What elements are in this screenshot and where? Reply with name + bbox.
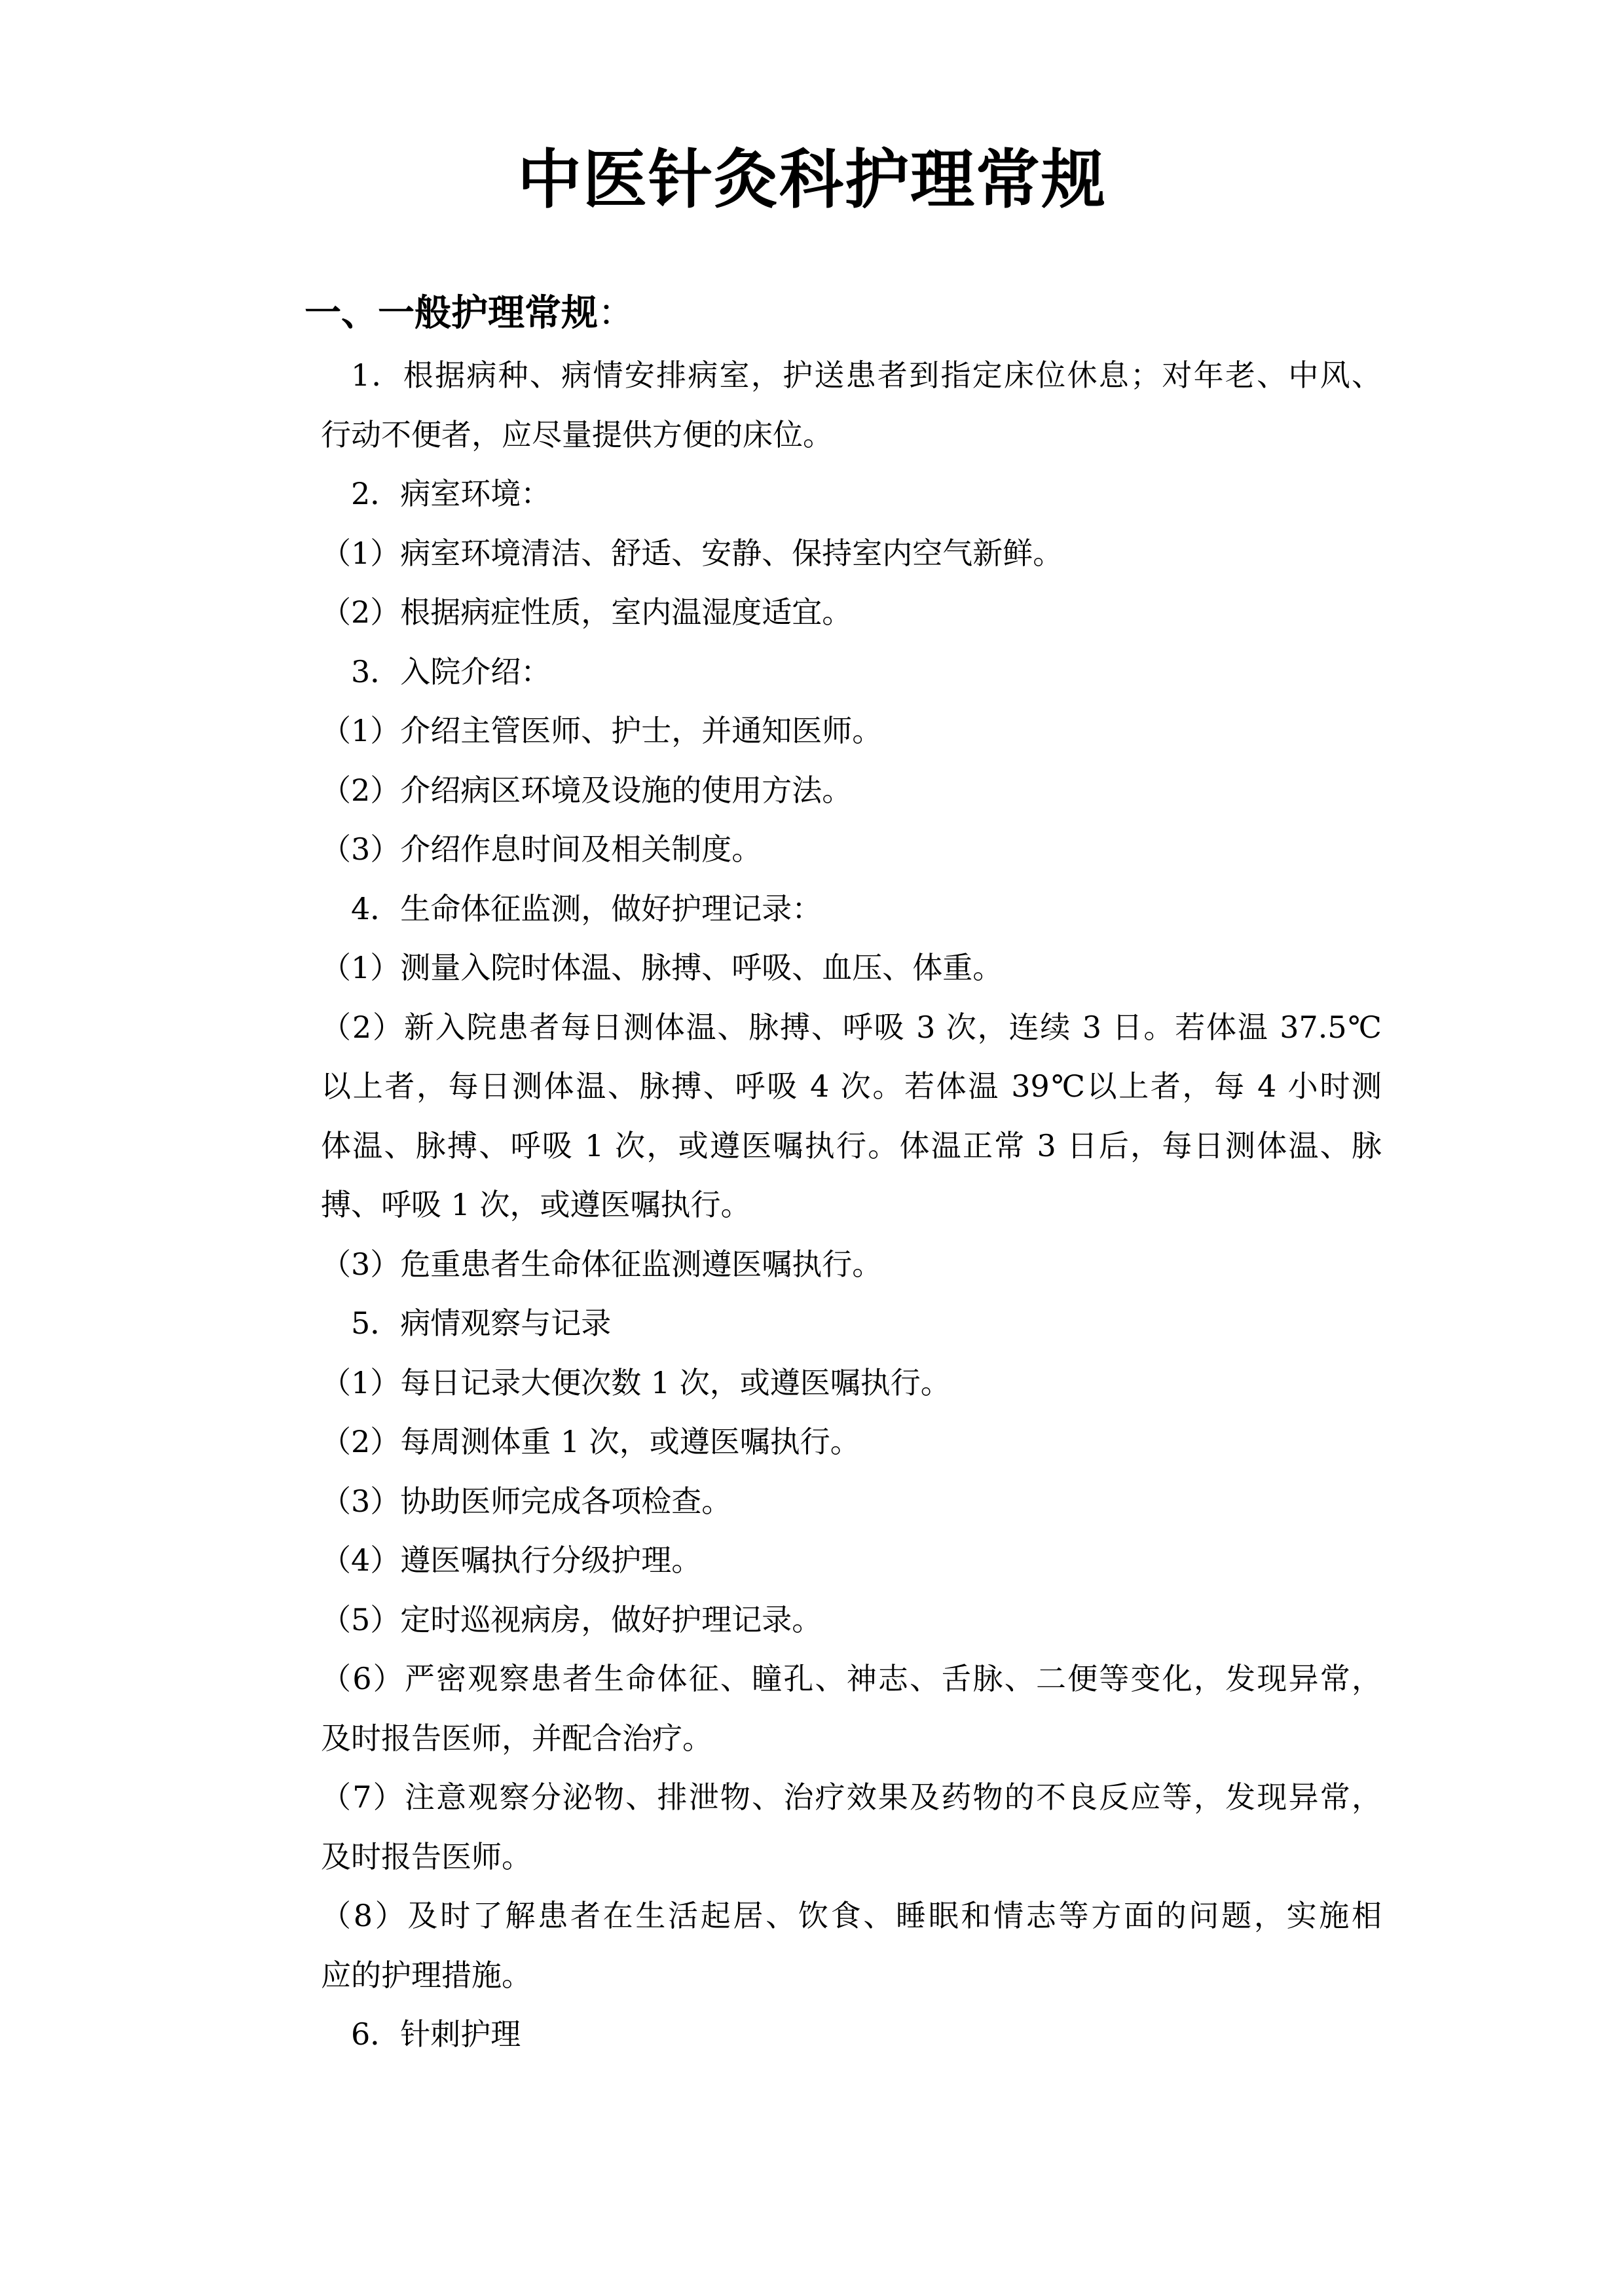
paragraph-line: （5）定时巡视病房，做好护理记录。	[321, 1601, 822, 1637]
paragraph-line: （1）病室环境清洁、舒适、安静、保持室内空气新鲜。	[321, 535, 1063, 571]
paragraph-line: （3）介绍作息时间及相关制度。	[321, 831, 762, 867]
page-title: 中医针灸科护理常规	[517, 142, 1107, 217]
paragraph-line: 及时报告医师，并配合治疗。	[321, 1720, 712, 1756]
paragraph-line: 5．病情观察与记录	[351, 1305, 612, 1341]
paragraph-line: 2．病室环境：	[351, 476, 551, 511]
paragraph-line: （3）危重患者生命体征监测遵医嘱执行。	[321, 1246, 883, 1282]
paragraph-line: （1）每日记录大便次数 1 次，或遵医嘱执行。	[321, 1364, 951, 1400]
paragraph-line: 及时报告医师。	[321, 1838, 532, 1874]
paragraph-line: （4）遵医嘱执行分级护理。	[321, 1542, 702, 1578]
paragraph-line: （2）每周测体重 1 次，或遵医嘱执行。	[321, 1424, 860, 1459]
paragraph-line: 行动不便者，应尽量提供方便的床位。	[321, 416, 833, 452]
paragraph-line: 4．生命体征监测，做好护理记录：	[351, 890, 822, 926]
paragraph-line: （3）协助医师完成各项检查。	[321, 1483, 732, 1519]
section-heading-colon: ：	[598, 292, 635, 335]
paragraph-line: 6．针刺护理	[351, 2016, 521, 2052]
paragraph-line: （7）注意观察分泌物、排泄物、治疗效果及药物的不良反应等，发现异常，	[321, 1779, 1382, 1815]
paragraph-line: 以上者，每日测体温、脉搏、呼吸 4 次。若体温 39℃以上者，每 4 小时测	[321, 1068, 1382, 1104]
section-heading-text: 一、一般护理常规	[304, 291, 598, 335]
paragraph-line: 体温、脉搏、呼吸 1 次，或遵医嘱执行。体温正常 3 日后，每日测体温、脉	[321, 1127, 1382, 1163]
paragraph-line: （8）及时了解患者在生活起居、饮食、睡眠和情志等方面的问题，实施相	[321, 1898, 1382, 1933]
paragraph-line: 1．根据病种、病情安排病室，护送患者到指定床位休息；对年老、中风、	[351, 357, 1382, 393]
paragraph-line: （2）根据病症性质，室内温湿度适宜。	[321, 594, 853, 630]
paragraph-line: （2）新入院患者每日测体温、脉搏、呼吸 3 次，连续 3 日。若体温 37.5℃	[321, 1009, 1382, 1045]
section-heading	[304, 287, 635, 340]
paragraph-line: 应的护理措施。	[321, 1957, 532, 1993]
paragraph-line: （1）介绍主管医师、护士，并通知医师。	[321, 713, 883, 748]
paragraph-line: （6）严密观察患者生命体征、瞳孔、神志、舌脉、二便等变化，发现异常，	[321, 1661, 1382, 1696]
paragraph-line: （2）介绍病区环境及设施的使用方法。	[321, 772, 853, 808]
paragraph-line: （1）测量入院时体温、脉搏、呼吸、血压、体重。	[321, 950, 1003, 985]
document-body	[321, 346, 1382, 2064]
paragraph-line: 3．入院介绍：	[351, 653, 551, 689]
paragraph-line: 搏、呼吸 1 次，或遵医嘱执行。	[321, 1187, 751, 1222]
